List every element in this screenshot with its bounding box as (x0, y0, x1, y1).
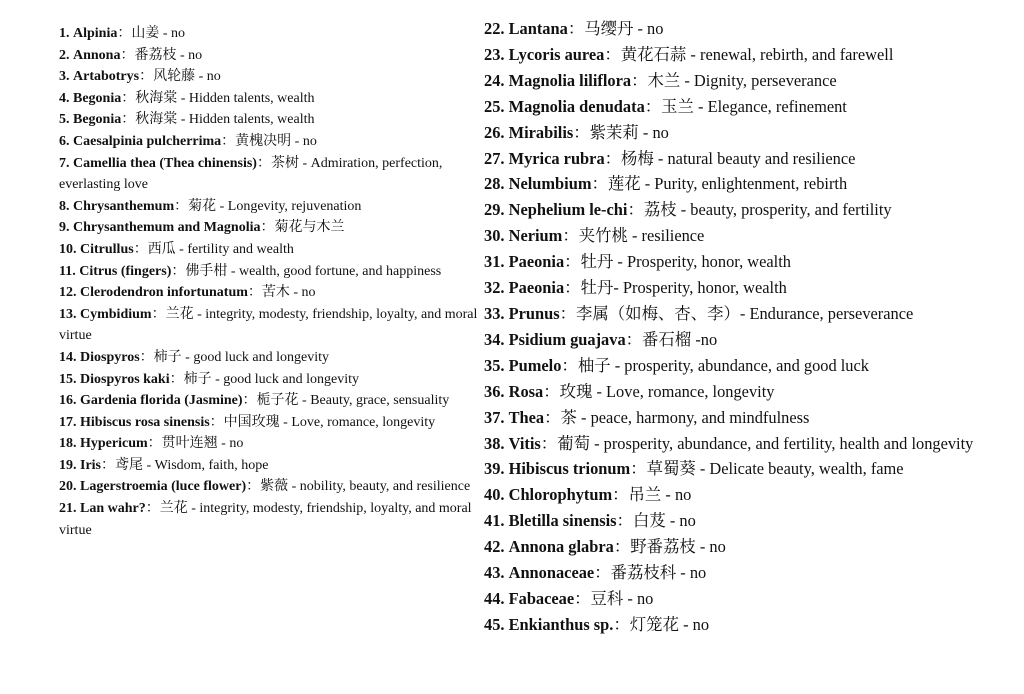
entry-separator: ： (562, 226, 579, 246)
plant-latin-name: Clerodendron infortunatum (80, 285, 248, 301)
plant-entry (484, 431, 1004, 457)
entry-number: 31. (484, 252, 505, 272)
plant-latin-name: Paeonia (508, 278, 565, 298)
entry-number: 15. (59, 371, 77, 387)
entry-separator: ： (544, 407, 561, 427)
plant-latin-name: Gardenia florida (Jasmine) (80, 393, 243, 409)
entry-number: 7. (59, 155, 70, 171)
entry-separator: ： (627, 200, 644, 220)
plant-description: 莲花 - Purity, enlightenment, rebirth (607, 174, 848, 194)
plant-description: 柚子 - prosperity, abundance, and good luck (577, 355, 869, 375)
entry-number: 33. (484, 303, 505, 323)
entry-separator: ： (604, 148, 622, 168)
plant-description: 玉兰 - Elegance, refinement (661, 96, 847, 116)
plant-latin-name: Myrica rubra (508, 148, 605, 168)
entry-separator: ： (171, 263, 186, 279)
plant-description: 西瓜 - fertility and wealth (147, 241, 294, 257)
plant-latin-name: Annona (73, 47, 121, 63)
plant-latin-name: Chrysanthemum (73, 198, 175, 214)
entry-number: 14. (59, 349, 77, 365)
plant-entry (59, 261, 479, 283)
entry-number: 21. (59, 501, 77, 517)
plant-description: 柿子 - good luck and longevity (183, 371, 359, 387)
entry-number: 28. (484, 174, 505, 194)
entry-separator: ： (604, 44, 621, 64)
plant-description: 吊兰 - no (628, 485, 692, 505)
plant-entry (59, 239, 479, 261)
plant-description: 苦木 - no (261, 285, 316, 301)
plant-description: 茶树 - Admiration, perfection, everlasting love (59, 155, 443, 193)
plant-latin-name: Begonia (73, 90, 122, 106)
entry-separator: ： (242, 393, 257, 409)
plant-description: 草蜀葵 - Delicate beauty, wealth, fame (646, 459, 904, 479)
entry-separator: ： (543, 381, 560, 401)
plant-description: 紫薇 - nobility, beauty, and resilience (260, 479, 471, 495)
entry-separator: ： (101, 457, 115, 473)
entry-number: 37. (484, 407, 505, 427)
plant-entry (59, 476, 479, 498)
plant-description: 鸢尾 - Wisdom, faith, hope (115, 457, 269, 473)
plant-latin-name: Diospyros (80, 349, 140, 365)
plant-entry (484, 249, 1004, 275)
entry-number: 44. (484, 588, 505, 608)
plant-entry (59, 45, 479, 67)
plant-latin-name: Fabaceae (508, 588, 575, 608)
plant-latin-name: Lantana (508, 19, 568, 38)
plant-latin-name: Hibiscus trionum (508, 459, 631, 479)
entry-separator: ： (630, 459, 647, 479)
entry-separator: ： (256, 155, 271, 171)
plant-entry (484, 94, 1004, 120)
entry-number: 3. (59, 69, 70, 85)
entry-number: 25. (484, 96, 505, 116)
plant-latin-name: Iris (80, 457, 101, 473)
plant-latin-name: Lagerstroemia (luce flower) (80, 479, 247, 495)
entry-number: 35. (484, 355, 505, 375)
entry-separator: ： (613, 614, 630, 634)
plant-entry (59, 23, 479, 45)
plant-latin-name: Lan wahr? (80, 501, 146, 517)
entry-separator: ： (612, 485, 629, 505)
plant-entry (484, 171, 1004, 197)
plant-entry (484, 197, 1004, 223)
plant-description: 白芨 - no (632, 511, 696, 531)
plant-entry (59, 153, 479, 196)
entry-separator: ： (169, 371, 184, 387)
plant-description: 栀子花 - Beauty, grace, sensuality (256, 393, 450, 409)
plant-latin-name: Nerium (508, 226, 563, 246)
entry-number: 41. (484, 511, 505, 531)
plant-entry (59, 196, 479, 218)
plant-entry (484, 353, 1004, 379)
entry-separator: ： (151, 306, 166, 322)
entry-number: 6. (59, 133, 70, 149)
entry-separator: ： (540, 433, 558, 453)
entry-separator: ： (247, 285, 262, 301)
plant-description: 风轮藤 - no (153, 69, 221, 85)
entry-number: 45. (484, 614, 505, 634)
plant-description: 李属（如梅、杏、李）- Endurance, perseverance (576, 303, 914, 323)
plant-latin-name: Citrus (fingers) (79, 263, 172, 279)
plant-entry (59, 109, 479, 131)
entry-separator: ： (145, 501, 160, 517)
plant-description: 贯叶连翘 - no (161, 436, 244, 452)
plant-entry (484, 612, 1004, 638)
entry-separator: ： (573, 122, 590, 142)
plant-entry (59, 217, 479, 239)
plant-entry (484, 456, 1004, 482)
plant-entry (484, 16, 1004, 42)
plant-latin-name: Alpinia (73, 26, 118, 41)
plant-latin-name: Thea (508, 407, 545, 427)
plant-description: 豆科 - no (590, 588, 654, 608)
plant-description: 玫瑰 - Love, romance, longevity (559, 381, 775, 401)
plant-latin-name: Begonia (73, 112, 122, 128)
plant-latin-name: Prunus (508, 303, 560, 323)
entry-separator: ： (631, 70, 648, 90)
entry-number: 11. (59, 263, 76, 279)
plant-entry (484, 327, 1004, 353)
entry-separator: ： (616, 511, 633, 531)
entry-number: 5. (59, 112, 70, 128)
entry-number: 34. (484, 329, 505, 349)
plant-latin-name: Hypericum (80, 436, 148, 452)
entry-separator: ： (133, 241, 148, 257)
entry-number: 19. (59, 457, 77, 473)
entry-number: 10. (59, 241, 77, 257)
plant-latin-name: Rosa (508, 381, 544, 401)
plant-entry (59, 66, 479, 88)
entry-separator: ： (221, 133, 236, 149)
plant-description: 兰花 - integrity, modesty, friendship, loyalty, and moral virtue (59, 501, 472, 538)
plant-latin-name: Artabotrys (73, 69, 140, 85)
plant-latin-name: Chrysanthemum and Magnolia (73, 220, 261, 236)
entry-number: 18. (59, 436, 77, 452)
entry-number: 23. (484, 44, 505, 64)
plant-description: 菊花 - Longevity, rejuvenation (188, 198, 362, 214)
plant-description: 杨梅 - natural beauty and resilience (621, 148, 856, 168)
plant-latin-name: Nephelium le-chi (508, 200, 628, 220)
entry-separator: ： (613, 537, 631, 557)
plant-description: 牡丹- Prosperity, honor, wealth (580, 278, 787, 298)
entry-separator: ： (574, 588, 591, 608)
plant-description: 黄花石蒜 - renewal, rebirth, and farewell (620, 44, 894, 64)
entry-separator: ： (594, 563, 611, 583)
entry-separator: ： (117, 26, 132, 41)
plant-entry (59, 498, 479, 541)
entry-number: 22. (484, 19, 505, 38)
entry-number: 9. (59, 220, 70, 236)
entry-number: 24. (484, 70, 505, 90)
plant-latin-name: Citrullus (80, 241, 134, 257)
plant-description: 荔枝 - beauty, prosperity, and fertility (643, 200, 892, 220)
entry-separator: ： (564, 252, 581, 272)
plant-latin-name: Annona glabra (508, 537, 614, 557)
entry-number: 27. (484, 148, 505, 168)
plant-entry (484, 508, 1004, 534)
entry-number: 13. (59, 306, 77, 322)
entry-separator: ： (260, 220, 275, 236)
plant-description: 黄槐决明 - no (235, 133, 317, 149)
plant-latin-name: Vitis (508, 433, 541, 453)
plant-latin-name: Hibiscus rosa sinensis (80, 414, 210, 430)
left-column (59, 23, 479, 541)
plant-latin-name: Mirabilis (508, 122, 574, 142)
entry-separator: ： (564, 278, 581, 298)
plant-entry (484, 560, 1004, 586)
entry-number: 12. (59, 285, 77, 301)
entry-separator: ： (139, 349, 154, 365)
entry-separator: ： (147, 436, 162, 452)
entry-number: 20. (59, 479, 77, 495)
entry-separator: ： (209, 414, 224, 430)
entry-separator: ： (625, 329, 643, 349)
plant-entry (59, 369, 479, 391)
plant-entry (59, 455, 479, 477)
entry-number: 1. (59, 26, 70, 41)
entry-separator: ： (644, 96, 662, 116)
plant-description: 番石榴 -no (642, 329, 718, 349)
plant-entry (59, 412, 479, 434)
plant-entry (59, 282, 479, 304)
plant-description: 菊花与木兰 (274, 220, 345, 236)
plant-description: 中国玫瑰 - Love, romance, longevity (223, 414, 436, 430)
plant-description: 番荔枝 - no (134, 47, 203, 63)
plant-entry (59, 433, 479, 455)
plant-description: 佛手柑 - wealth, good fortune, and happiness (185, 263, 442, 279)
entry-number: 17. (59, 414, 77, 430)
plant-description: 野番荔枝 - no (630, 537, 726, 557)
plant-entry (59, 131, 479, 153)
entry-separator: ： (121, 90, 136, 106)
plant-entry (484, 120, 1004, 146)
plant-description: 茶 - peace, harmony, and mindfulness (560, 407, 810, 427)
plant-entry (484, 586, 1004, 612)
entry-separator: ： (139, 69, 154, 85)
entry-number: 36. (484, 381, 505, 401)
plant-entry (484, 379, 1004, 405)
entry-number: 40. (484, 485, 505, 505)
plant-description: 秋海棠 - Hidden talents, wealth (135, 90, 315, 106)
plant-entry (484, 301, 1004, 327)
plant-entry (484, 405, 1004, 431)
entry-separator: ： (559, 303, 577, 323)
plant-latin-name: Diospyros kaki (80, 371, 170, 387)
plant-latin-name: Camellia thea (Thea chinensis) (73, 155, 257, 171)
plant-entry (484, 482, 1004, 508)
plant-latin-name: Pumelo (508, 355, 562, 375)
plant-latin-name: Lycoris aurea (508, 44, 605, 64)
plant-entry (484, 534, 1004, 560)
plant-entry (484, 275, 1004, 301)
plant-entry (484, 68, 1004, 94)
plant-latin-name: Caesalpinia pulcherrima (73, 133, 222, 149)
plant-latin-name: Psidium guajava (508, 329, 626, 349)
entry-number: 43. (484, 563, 505, 583)
plant-description: 柿子 - good luck and longevity (153, 349, 330, 365)
entry-number: 32. (484, 278, 505, 298)
plant-entry (484, 42, 1004, 68)
entry-separator: ： (561, 355, 578, 375)
entry-separator: ： (120, 47, 135, 63)
plant-description: 夹竹桃 - resilience (578, 226, 705, 246)
entry-separator: ： (567, 19, 585, 38)
entry-number: 38. (484, 433, 505, 453)
plant-entry (484, 146, 1004, 172)
plant-latin-name: Annonaceae (508, 563, 595, 583)
entry-number: 4. (59, 90, 70, 106)
entry-number: 30. (484, 226, 505, 246)
entry-number: 39. (484, 459, 505, 479)
plant-entry (59, 88, 479, 110)
plant-description: 紫茉莉 - no (589, 122, 669, 142)
plant-entry (59, 347, 479, 369)
plant-latin-name: Bletilla sinensis (508, 511, 617, 531)
plant-latin-name: Enkianthus sp. (508, 614, 614, 634)
right-column (484, 16, 1004, 638)
plant-description: 兰花 - integrity, modesty, friendship, loyalty, and moral virtue (59, 306, 478, 344)
plant-description: 牡丹 - Prosperity, honor, wealth (580, 252, 791, 272)
plant-latin-name: Nelumbium (508, 174, 592, 194)
entry-number: 16. (59, 393, 77, 409)
entry-number: 2. (59, 47, 70, 63)
entry-number: 42. (484, 537, 505, 557)
entry-number: 8. (59, 198, 70, 214)
plant-description: 秋海棠 - Hidden talents, wealth (135, 112, 315, 128)
plant-description: 葡萄 - prosperity, abundance, and fertility, health and longevity (557, 433, 974, 453)
entry-separator: ： (591, 174, 608, 194)
plant-entry (59, 390, 479, 412)
entry-number: 26. (484, 122, 505, 142)
plant-latin-name: Chlorophytum (508, 485, 613, 505)
plant-description: 灯笼花 - no (629, 614, 710, 634)
plant-description: 木兰 - Dignity, perseverance (647, 70, 837, 90)
entry-separator: ： (246, 479, 261, 495)
plant-latin-name: Magnolia denudata (508, 96, 645, 116)
plant-description: 马缨丹 - no (584, 19, 664, 38)
plant-entry (484, 223, 1004, 249)
plant-latin-name: Magnolia liliflora (508, 70, 632, 90)
entry-separator: ： (174, 198, 189, 214)
plant-description: 番荔枝科 - no (610, 563, 707, 583)
plant-latin-name: Cymbidium (80, 306, 152, 322)
entry-separator: ： (121, 112, 136, 128)
entry-number: 29. (484, 200, 505, 220)
plant-entry (59, 304, 479, 347)
plant-description: 山姜 - no (131, 26, 186, 41)
plant-latin-name: Paeonia (508, 252, 565, 272)
